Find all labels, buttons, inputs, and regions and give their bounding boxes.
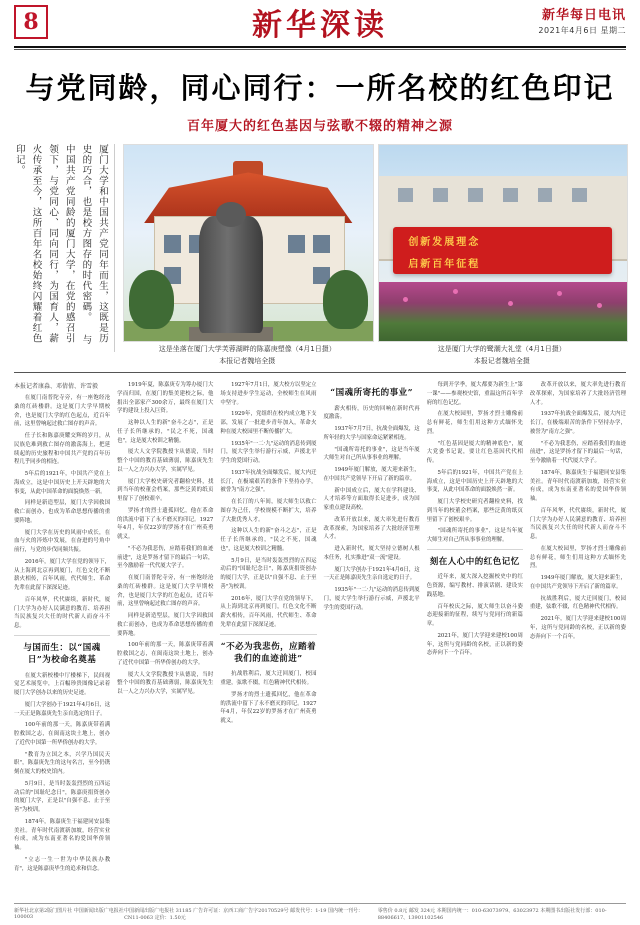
paragraph: 厦门大学在历史的风雨中成长，在血与火的淬炼中发展，在奋进的号角中前行，与党的步伐同频共振。 xyxy=(14,529,111,554)
byline: 本报记者康淼、邓倩倩、许雪毅 xyxy=(14,383,99,391)
paragraph: 在厦大新校楼中厅楼梯下，民间视觉艺术展览中，上百幅珍贵图像记录着厦门大学创办以来的历史足迹。 xyxy=(14,672,111,697)
paragraph: 厦门大学创办于1921年4月6日，这一天正是陈嘉庚先生亲自选定的日子。 xyxy=(323,566,420,582)
paragraph: 在厦大校园里，罗扬才烈士雕像前总有鲜花，师生们用这种方式缅怀先烈。 xyxy=(529,545,627,570)
photo-block-slogan xyxy=(378,144,627,366)
photo-credit: 本报记者魏培全摄 xyxy=(473,357,530,366)
paragraph: 百年风华，代代赓续，新时代，厦门大学为办好人民满意的教育、培养担当民族复兴大任的时代新人而奋斗不息。 xyxy=(14,596,111,630)
paragraph: 这种以人生的新"奋斗之志"，正是任子长所继承的，"民之不死，国魂也"，这是厦大校训之精髓。 xyxy=(220,528,317,552)
section-heading: “不必为我悲伤，应踏着我们的血迹前进” xyxy=(220,641,317,664)
masthead-rule-thin xyxy=(14,49,626,50)
paragraph: 厦大人文学院教授卞从德说，当时整个中国的教育基础薄弱，陈嘉庚先生以一人之力兴办大学，实属罕见。 xyxy=(117,671,214,696)
statue-photo xyxy=(123,144,374,342)
paragraph: "不必为我悲伤，应踏着我们的血迹前进"，这是罗扬才留下的最后一句话，至今激励着一代代厦大学子。 xyxy=(117,545,214,570)
paragraph: 5年后的1921年，中国共产党在上海成立，这是中国历史上开天辟地的大事变，从此中国革命的面貌焕然一新。 xyxy=(14,471,111,495)
article-column-2 xyxy=(117,381,213,876)
column-rule xyxy=(220,634,316,635)
paragraph: 1874年，陈嘉庚生于福建同安县集美社。青年时代南渡新加坡，经营实业有成，成为东南亚著名的爱国华侨领袖。 xyxy=(14,818,111,852)
paragraph: 改革开放以来，厦大率先进行教育改革探索，为国家培养了大批经济管理人才。 xyxy=(529,382,627,406)
paragraph: "立志一生一世为中华民族办教育"，这是陈嘉庚毕生的追求和信念。 xyxy=(14,856,111,872)
paragraph: 进入新时代，厦大坚持立德树人根本任务，扎实推进"双一流"建设。 xyxy=(323,546,420,561)
paragraph: "教育为立国之本，兴学乃国民天职"，陈嘉庚先生的这句名言，至今仍镌刻在厦大的校史馆内。 xyxy=(14,751,111,776)
footer-left: 新华社北京第2版门图片社 中国新闻出版广电报社 100003 xyxy=(14,908,124,920)
page-number: 8 xyxy=(14,5,48,39)
paragraph: 5月9日，是当时轰轰烈烈的五四运动后的"国耻纪念日"，陈嘉庚捐资创办的厦门大学，正是以"自强不息、止于至善"为校训。 xyxy=(14,780,111,814)
paragraph: 新中国成立后，厦大在学科建设、人才培养等方面取得长足进步，成为国家重点建设高校。 xyxy=(323,487,420,511)
paragraph: 1949年厦门解放，厦大迎来新生，在中国共产党领导下开启了新的篇章。 xyxy=(323,467,420,482)
paragraph: 同样是新造型层，厦门大学因救国救亡而创办，也成为革命思想传播的重要阵地。 xyxy=(117,613,214,637)
paragraph: 2021年，厦门大学迎来建校100周年，这所与党同龄的名校，正以新的姿态奔向下一个百年。 xyxy=(529,616,627,640)
paragraph: 1935年"一二·九"运动的消息传到厦门，厦大学生举行游行示威，声援北平学生的爱国行动。 xyxy=(220,440,317,465)
paragraph: 罗扬才的烈士遗孤回忆，他在革命的洪流中留下了永不磨灭的印记。1927年4月，年仅22岁的罗扬才在广州英勇就义。 xyxy=(117,507,214,541)
paragraph: 1929年，党组织在校内成立地下支部，发展了一批进步青年加入，革命火种在厦大校园里不断传播扩大。 xyxy=(220,411,317,435)
paragraph: 厦门大学校史研究者翻检史料，找到当年的校董会档案，那些泛黄的纸页里留下了创校艰辛。 xyxy=(426,499,523,523)
paragraph: 近年来，厦大深入挖掘校史中的红色资源，编写教材、排演话剧、建设实践基地。 xyxy=(426,574,523,598)
paragraph: 5年后的1921年，中国共产党在上海成立，这是中国历史上开天辟地的大事变，从此中国革命的面貌焕然一新。 xyxy=(426,469,523,494)
paragraph: 百年风华，代代赓续，新时代，厦门大学为办好人民满意的教育、培养担当民族复兴大任的时代新人而奋斗不息。 xyxy=(529,507,627,541)
body-divider xyxy=(14,372,626,373)
paragraph: 这种以人生的新"奋斗之志"，正是任子长所继承的，"民之不死，国魂也"，这是厦大校训之精髓。 xyxy=(117,420,214,444)
paragraph: 改革开放以来，厦大率先进行教育改革探索，为国家培养了大批经济管理人才。 xyxy=(323,516,420,541)
photo-row xyxy=(123,144,626,366)
brand-name: 新华每日电讯 xyxy=(541,7,626,23)
paragraph: "国魂所寄托的事业"，这是当年厦大师生对自己所从事事业的理解。 xyxy=(426,528,523,544)
paragraph: 1937年7月7日，抗战全面爆发，这所年轻的大学与国家命运紧紧相连。 xyxy=(323,426,420,441)
article-column-4 xyxy=(324,381,420,876)
paragraph: 厦门大学创办于1921年4月6日，这一天正是陈嘉庚先生亲自选定的日子。 xyxy=(14,701,111,717)
article-body xyxy=(14,381,626,876)
paragraph: 2016年，厦门大学在党的领导下，从上海到北京再到厦门，红色文化不断薪火相传，百年风雨，代代师生、革命先辈在此留下深深足迹。 xyxy=(14,558,111,592)
paragraph: 100年前的那一天，陈嘉庚带着满腔救国之志，在闽南这块土地上，创办了近代中国第一所华侨创办的大学。 xyxy=(14,722,111,746)
photo-block-statue xyxy=(123,144,372,366)
paragraph: 薪火相传，历史的回响在新时代再度激荡。 xyxy=(323,405,420,421)
section-heading: 与国而生：以“国魂日”为校命名奠基 xyxy=(23,642,101,666)
article-column-5 xyxy=(427,381,523,876)
paragraph: 2021年，厦门大学迎来建校100周年，这所与党同龄的名校，正以新的姿态奔向下一个百年。 xyxy=(426,632,523,657)
section-title: 新华深读 xyxy=(252,8,388,43)
slogan-line-1: 创新发展理念 xyxy=(408,237,481,249)
footer-center: 中国新闻出版广电报社 31185 广告许可证：京西工商广告字20170529号 邮发代号：1-19 国内统一刊号：CN11-0063 定价：1.50元 xyxy=(124,908,364,921)
paragraph: 1935年"一二·九"运动的消息传到厦门，厦大学生举行游行示威，声援北平学生的爱国行动。 xyxy=(323,587,420,611)
paragraph: "国魂所寄托的事业"，这是当年厦大师生对自己所从事事业的理解。 xyxy=(323,446,420,462)
article-column-3 xyxy=(220,381,316,876)
top-block xyxy=(14,144,626,366)
paragraph: "不必为我悲伤，应踏着我们的血迹前进"，这是罗扬才留下的最后一句话，至今激励着一代代厦大学子。 xyxy=(529,440,627,465)
paragraph: 抗战胜利后，厦大迁回厦门，校园重建，弦歌不辍，红色精神代代相传。 xyxy=(529,595,627,611)
paragraph: 百年校庆之际，厦大师生以奋斗姿态迎接新的征程，续写与党同行的新篇章。 xyxy=(426,603,523,627)
column-rule xyxy=(14,635,110,636)
paragraph: 1874年，陈嘉庚生于福建同安县集美社。青年时代南渡新加坡，经营实业有成，成为东南亚著名的爱国华侨领袖。 xyxy=(529,469,627,503)
paragraph: 在厦门南普陀寺旁，有一座饱经沧桑的红砖楼群。这是厦门大学早期校舍，也是厦门大学的红色起点，近百年前，这里曾响起过救亡图存的声音。 xyxy=(14,395,111,428)
footer-rule xyxy=(14,903,626,904)
lead-paragraph: 厦门大学和中国共产党同年而生，这既是历史的巧合，也是校方图存的时代密碼。 与中国共产党同龄的厦门大学，在党的感召引领下，与党同心、同向同行，为国育人，薪火传承至今，这所百年名校始终闪耀着红色印记。 xyxy=(14,144,115,352)
paragraph: 1919年夏，陈嘉庚专为筹办厦门大学而归国，在厦门的集美建校之际，他捐出全部家产300余万，最终在厦门大学的建设上投入巨资。 xyxy=(117,382,214,415)
photo-caption: 这是厦门大学的鹭潮大礼堂（4月1日摄） xyxy=(437,345,566,353)
paragraph: 同样是新造型层，厦门大学因救国救亡而创办，也成为革命思想传播的重要阵地。 xyxy=(14,500,111,524)
section-heading: “国魂所寄托的事业” xyxy=(330,388,413,399)
paragraph: 罗扬才的烈士遗孤回忆，他在革命的洪流中留下了永不磨灭的印记。1927年4月，年仅22岁的罗扬才在广州英勇就义。 xyxy=(220,691,317,725)
article-column-1 xyxy=(14,381,110,876)
paragraph: 1927年7月1日，厦大校方以坚定立场支持进步学生运动，全校师生在风雨中坚守。 xyxy=(220,382,317,406)
paragraph: 5月9日，是当时轰轰烈烈的五四运动后的"国耻纪念日"，陈嘉庚捐资创办的厦门大学，正是以"自强不息、止于至善"为校训。 xyxy=(220,557,317,590)
paragraph: 在厦大校园里，罗扬才烈士雕像前总有鲜花，师生们用这种方式缅怀先烈。 xyxy=(426,411,523,435)
section-heading: 刻在人心中的红色记忆 xyxy=(429,556,520,567)
paragraph: 1949年厦门解放，厦大迎来新生，在中国共产党领导下开启了新的篇章。 xyxy=(529,575,627,590)
paragraph: 100年前的那一天，陈嘉庚带着满腔救国之志，在闽南这块土地上，创办了近代中国第一所华侨创办的大学。 xyxy=(117,642,214,666)
photo-credit: 本报记者魏培全摄 xyxy=(219,357,276,366)
paragraph: 每到开学季，厦大都要为新生上"第一课"——参观校史馆，重温这所百年学府的红色记忆。 xyxy=(426,382,523,406)
issue-date: 2021年4月6日 星期二 xyxy=(538,26,626,36)
paragraph: 在厦门南普陀寺旁，有一座饱经沧桑的红砖楼群。这是厦门大学早期校舍，也是厦门大学的红色起点，近百年前，这里曾响起过救亡图存的声音。 xyxy=(117,575,214,608)
page-footer xyxy=(14,903,626,921)
paragraph: 任子长和陈嘉庚耀交辉的岁月，从民族危难到救亡图存的激荡海上，把延续起的历史旅程和中国共产党的百年历程几乎同步的相连。 xyxy=(14,433,111,466)
page-title: 与党同龄，同心同行：一所名校的红色印记 xyxy=(25,71,615,105)
column-rule xyxy=(427,549,523,550)
paragraph: 1937年抗战全面爆发后，厦大内迁长汀，在极端艰苦的条件下坚持办学，被誉为"南方之强"。 xyxy=(529,411,627,435)
footer-right: 零售价 0.8元 邮发 324元 本期国内统一：010-63073979、63023972 本期图书出版社发行部：010-88406617、13901102546 xyxy=(377,908,607,921)
slogan-wall-photo xyxy=(378,144,629,342)
paragraph: 2016年，厦门大学在党的领导下，从上海到北京再到厦门，红色文化不断薪火相传，百年风雨，代代师生、革命先辈在此留下深深足迹。 xyxy=(220,595,317,628)
slogan-line-2: 启新百年征程 xyxy=(408,258,481,270)
paragraph: 1937年抗战全面爆发后，厦大内迁长汀，在极端艰苦的条件下坚持办学，被誉为"南方之强"。 xyxy=(220,469,317,494)
paragraph: 厦门大学校史研究者翻检史料，找到当年的校董会档案，那些泛黄的纸页里留下了创校艰辛。 xyxy=(117,478,214,503)
paragraph: 抗战胜利后，厦大迁回厦门，校园重建，弦歌不辍，红色精神代代相传。 xyxy=(220,671,317,687)
paragraph: 厦大人文学院教授卞从德说，当时整个中国的教育基础薄弱，陈嘉庚先生以一人之力兴办大学，实属罕见。 xyxy=(117,449,214,473)
masthead xyxy=(14,0,626,44)
paragraph: "红色基因是厦大的精神底色"，厦大党委书记说，要让红色基因代代相传。 xyxy=(426,440,523,465)
page-subtitle: 百年厦大的红色基因与弦歌不辍的精神之源 xyxy=(186,119,453,134)
paragraph: 在长汀的八年间，厦大师生以救亡图存为己任，学校规模不断扩大，培养了大批优秀人才。 xyxy=(220,499,317,523)
photo-caption: 这是坐落在厦门大学芙蓉湖畔的陈嘉庚塑像（4月1日摄） xyxy=(158,345,336,353)
article-column-6 xyxy=(530,381,626,876)
masthead-rule xyxy=(14,46,626,48)
